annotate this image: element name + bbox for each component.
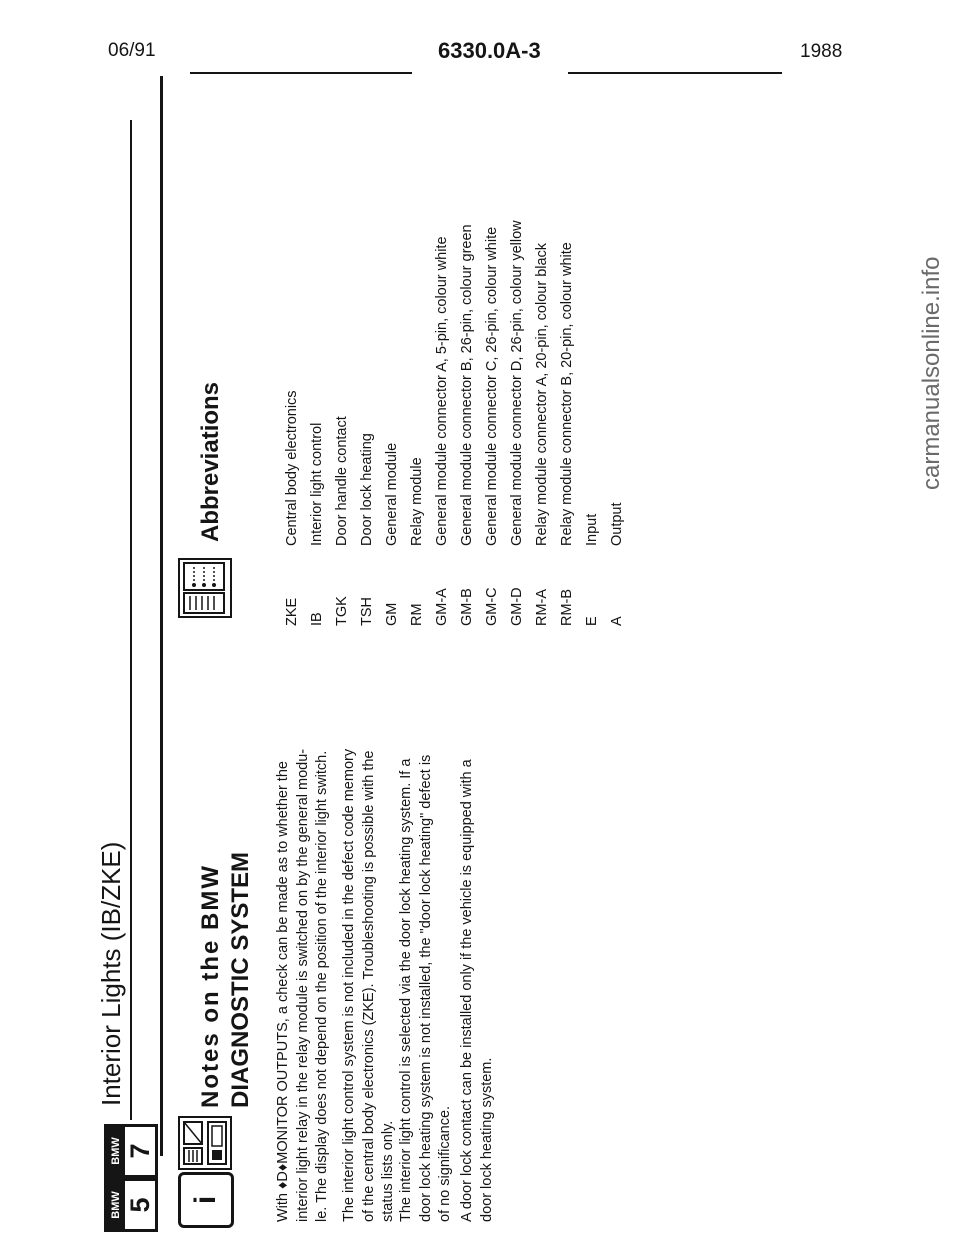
abbr-description: Central body electronics: [284, 390, 300, 546]
diagnostic-tester-graphic: [180, 1118, 230, 1168]
abbr-description: Relay module: [409, 457, 425, 546]
header-date: 06/91: [108, 40, 156, 61]
abbreviations-heading: Abbreviations: [197, 381, 224, 542]
badge-brand: BMW: [107, 1127, 125, 1175]
badge-model: 5: [125, 1197, 155, 1213]
abbr-code: ZKE: [284, 597, 300, 626]
list-item: [555, 220, 580, 626]
notes-heading-line1: Notes on the BMW: [197, 864, 224, 1108]
abbr-description: Interior light control: [309, 422, 325, 546]
text-line: interior light relay in the relay module is switched on by the general modu-: [294, 748, 311, 1222]
abbreviations-icon: [178, 558, 232, 618]
notes-heading: [196, 852, 256, 1108]
list-item: [280, 220, 305, 626]
list-item: [330, 220, 355, 626]
diagnostic-tester-icon: [178, 1116, 232, 1170]
notes-paragraph-1: [274, 749, 333, 1222]
abbr-code: GM-D: [509, 587, 525, 626]
text-line: With ♦D♦MONITOR OUTPUTS, a check can be made as to whether the: [275, 761, 291, 1222]
abbr-description: Door handle contact: [334, 416, 350, 546]
notes-paragraph-3: [397, 755, 456, 1222]
abbr-code: GM-C: [484, 587, 500, 626]
text-line: le. The display does not depend on the position of the interior light switch.: [314, 750, 331, 1222]
notes-paragraph-4: [458, 759, 497, 1222]
notes-paragraph-2: [340, 749, 399, 1222]
abbr-code: TGK: [334, 596, 350, 626]
list-item: [405, 220, 430, 626]
model-badge-5: [104, 1178, 158, 1232]
text-line: of the central body electronics (ZKE). Troubleshooting is possible with the: [360, 750, 377, 1222]
abbr-code: RM: [409, 603, 425, 626]
abbr-description: Input: [584, 513, 600, 546]
text-line: The interior light control system is not included in the defect code memory: [341, 748, 357, 1222]
abbr-description: Relay module connector B, 20-pin, colour white: [559, 242, 575, 546]
list-item: [430, 220, 455, 626]
list-item: [505, 220, 530, 626]
abbr-code: TSH: [359, 597, 375, 626]
abbr-code: E: [584, 616, 600, 626]
abbr-description: Relay module connector A, 20-pin, colour black: [534, 242, 550, 546]
abbr-code: GM-B: [459, 588, 475, 626]
abbr-code: GM: [384, 602, 400, 626]
list-item: [480, 220, 505, 626]
text-line: A door lock contact can be installed only if the vehicle is equipped with a: [459, 759, 475, 1222]
header-year: 1988: [800, 41, 843, 62]
abbr-code: GM-A: [434, 588, 450, 626]
abbr-code: IB: [309, 612, 325, 626]
abbr-description: General module: [384, 442, 400, 546]
info-icon: [178, 1172, 234, 1228]
badge-brand: BMW: [107, 1181, 125, 1229]
text-line: door lock heating system is not installed, the "door lock heating" defect is: [417, 754, 434, 1222]
abbr-description: Output: [609, 502, 625, 546]
watermark: carmanualsonline.info: [918, 256, 945, 490]
text-line: of no significance.: [437, 1105, 454, 1222]
list-item: [380, 220, 405, 626]
abbr-description: General module connector A, 5-pin, colour white: [434, 236, 450, 546]
abbr-description: General module connector B, 26-pin, colour green: [459, 224, 475, 546]
page-title: Interior Lights (IB/ZKE): [96, 841, 126, 1106]
badge-model: 7: [125, 1143, 155, 1159]
text-line: status lists only.: [380, 1120, 397, 1222]
abbreviations-graphic: [180, 560, 230, 616]
text-line: door lock heating system.: [478, 1057, 495, 1222]
notes-heading-line2: DIAGNOSTIC SYSTEM: [227, 851, 254, 1108]
abbr-description: Door lock heating: [359, 433, 375, 546]
model-badge-7: [104, 1124, 158, 1178]
abbr-code: RM-B: [559, 588, 575, 626]
list-item: [530, 220, 555, 626]
header-document-code: 6330.0A-3: [438, 38, 541, 63]
abbr-code: A: [609, 616, 625, 626]
list-item: [455, 220, 480, 626]
abbreviations-list: [280, 220, 630, 626]
list-item: [580, 220, 605, 626]
info-icon-letter: i: [189, 1195, 222, 1205]
list-item: [605, 220, 630, 626]
abbr-description: General module connector C, 26-pin, colour white: [484, 226, 500, 546]
abbr-description: General module connector D, 26-pin, colour yellow: [509, 220, 525, 546]
text-line: The interior light control is selected via the door lock heating system. If a: [398, 758, 414, 1222]
list-item: [355, 220, 380, 626]
abbr-code: RM-A: [534, 588, 550, 626]
title-rule: [130, 120, 132, 1120]
list-item: [305, 220, 330, 626]
